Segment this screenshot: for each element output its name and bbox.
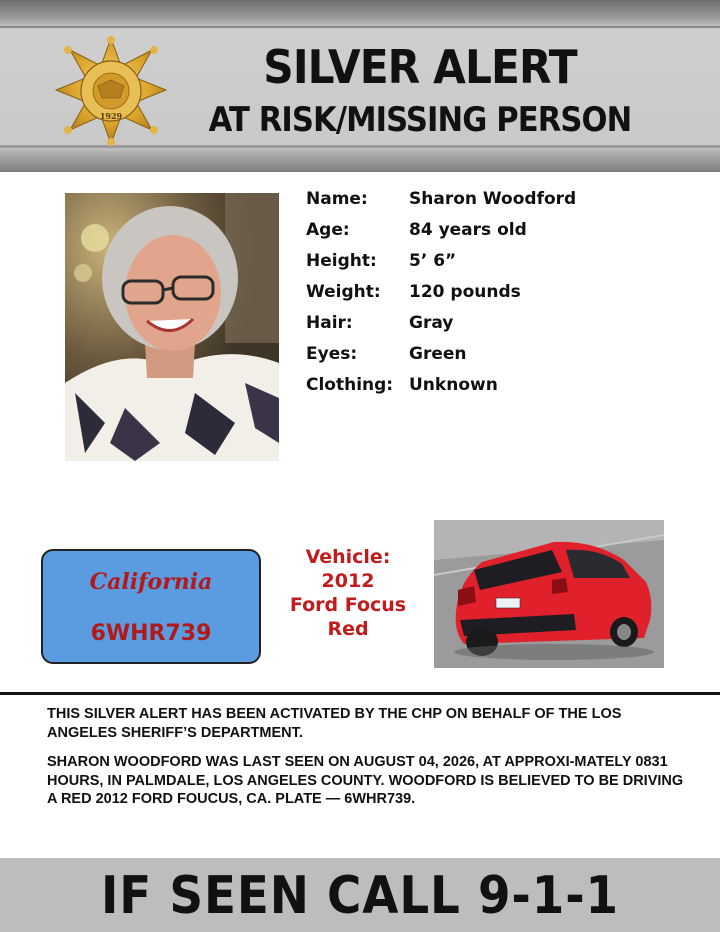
alert-subtitle: AT RISK/MISSING PERSON [208,100,632,140]
detail-value: 120 pounds [409,281,521,302]
call-banner [0,858,720,932]
detail-value: Gray [409,312,454,333]
detail-row [306,338,576,369]
section-divider [0,692,720,695]
alert-header [0,0,720,172]
detail-label: Weight: [306,281,381,302]
chp-badge-icon [54,36,168,146]
vehicle-photo [434,520,664,668]
detail-row [306,369,576,400]
last-seen-statement: SHARON WOODFORD WAS LAST SEEN ON AUGUST 04, 2026, AT APPROXI-MATELY 0831 HOURS, IN PALMDALE, LOS ANGELES COUNTY. WOODFORD IS BELIEVED TO BE DRIVING A RED 2012 FORD FOUCUS, CA. PLATE — 6WHR739. [47,754,684,807]
detail-value: 5’ 6” [409,250,457,271]
plate-state: California [89,569,213,595]
detail-label: Name: [306,188,368,209]
detail-label: Clothing: [306,374,394,395]
vehicle-description [278,545,418,641]
detail-value: 84 years old [409,219,527,240]
license-plate [41,549,261,664]
detail-value: Sharon Woodford [409,188,577,209]
vehicle-label: Vehicle: [305,546,391,568]
vehicle-year: 2012 [321,570,375,592]
header-stripe [0,26,720,28]
call-911-text: IF SEEN CALL 9-1-1 [100,866,620,926]
missing-person-photo [65,193,279,461]
alert-title: SILVER ALERT [263,40,577,94]
detail-label: Height: [306,250,377,271]
detail-row [306,214,576,245]
detail-value: Unknown [409,374,498,395]
plate-number: 6WHR739 [90,621,212,646]
vehicle-color: Red [327,618,369,640]
activation-statement: THIS SILVER ALERT HAS BEEN ACTIVATED BY THE CHP ON BEHALF OF THE LOS ANGELES SHERIFF’S DEPARTMENT. [47,706,622,741]
detail-label: Age: [306,219,350,240]
detail-label: Eyes: [306,343,358,364]
svg-text:1929: 1929 [99,111,123,121]
detail-value: Green [409,343,467,364]
detail-row [306,276,576,307]
detail-row [306,307,576,338]
detail-row [306,183,576,214]
vehicle-model: Ford Focus [289,594,407,616]
person-details [306,183,576,400]
detail-row [306,245,576,276]
detail-label: Hair: [306,312,353,333]
